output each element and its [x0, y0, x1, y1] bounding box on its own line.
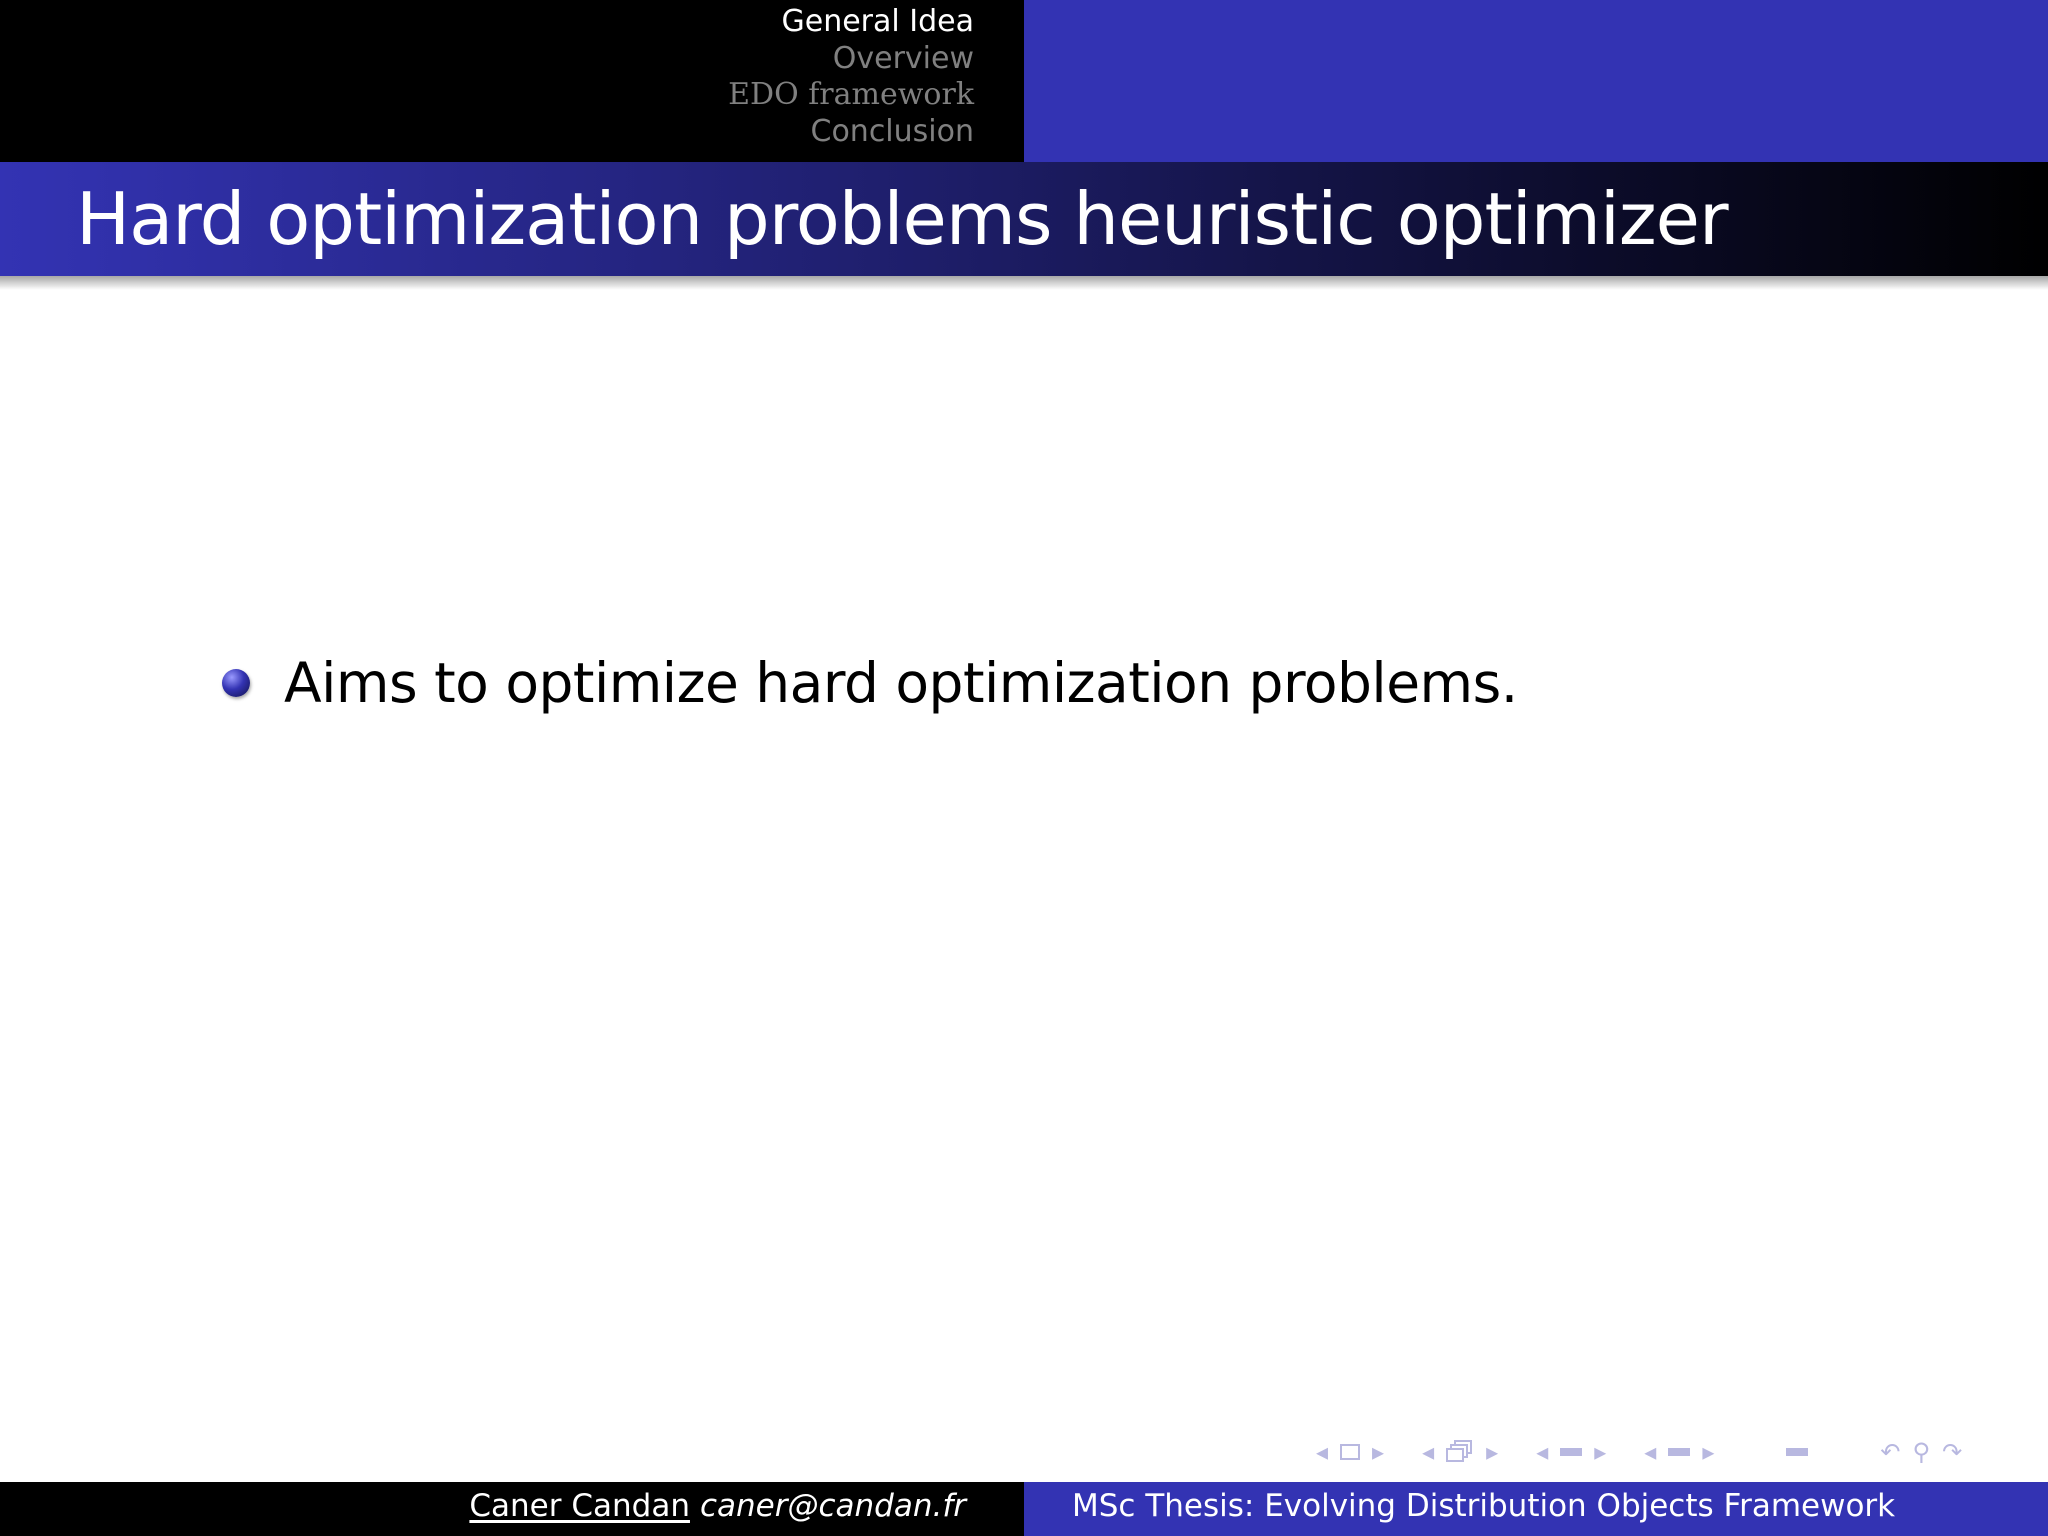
bullet-ball-icon [222, 669, 250, 697]
footer-author-box [0, 1482, 1024, 1536]
bullet-item [222, 648, 1518, 718]
title-bar-shadow [0, 276, 2048, 290]
subsection-icon[interactable] [1446, 1440, 1474, 1464]
search-icon[interactable]: ⚲ [1912, 1438, 1931, 1466]
frame-icon[interactable] [1340, 1444, 1360, 1460]
nav-section-edo-framework[interactable]: EDO framework [728, 77, 974, 112]
header-section-navigation [0, 0, 1024, 162]
author-email: caner@candan.fr [699, 1488, 966, 1524]
footer-presentation-title: MSc Thesis: Evolving Distribution Objects Framework [1072, 1488, 1896, 1524]
nav-section-overview[interactable]: Overview [832, 40, 974, 76]
undo-icon[interactable]: ↶ [1880, 1438, 1901, 1466]
section-icon[interactable] [1560, 1448, 1582, 1456]
arrow-left-icon[interactable]: ◂ [1422, 1438, 1435, 1466]
arrow-right-icon[interactable]: ▸ [1594, 1438, 1607, 1466]
bullet-text: Aims to optimize hard optimization problems. [284, 651, 1518, 715]
header-right-panel [1024, 0, 2048, 162]
frame-title-bar [0, 162, 2048, 276]
arrow-right-icon[interactable]: ▸ [1486, 1438, 1499, 1466]
footer-author [469, 1488, 966, 1524]
arrow-left-icon[interactable]: ◂ [1644, 1438, 1657, 1466]
nav-section-conclusion[interactable]: Conclusion [810, 113, 974, 149]
section-icon[interactable] [1668, 1448, 1690, 1456]
footer-title-box [1024, 1482, 2048, 1536]
nav-section-general-idea[interactable]: General Idea [781, 4, 974, 39]
author-name[interactable]: Caner Candan [469, 1488, 690, 1524]
beamer-navigation-symbols [1310, 1436, 1968, 1468]
arrow-right-icon[interactable]: ▸ [1702, 1438, 1715, 1466]
frame-title: Hard optimization problems heuristic optimizer [76, 177, 1728, 261]
outline-icon[interactable] [1786, 1448, 1808, 1456]
arrow-right-icon[interactable]: ▸ [1372, 1438, 1385, 1466]
redo-icon[interactable]: ↷ [1942, 1438, 1963, 1466]
arrow-left-icon[interactable]: ◂ [1536, 1438, 1549, 1466]
section-nav-list [728, 4, 974, 150]
arrow-left-icon[interactable]: ◂ [1316, 1438, 1329, 1466]
